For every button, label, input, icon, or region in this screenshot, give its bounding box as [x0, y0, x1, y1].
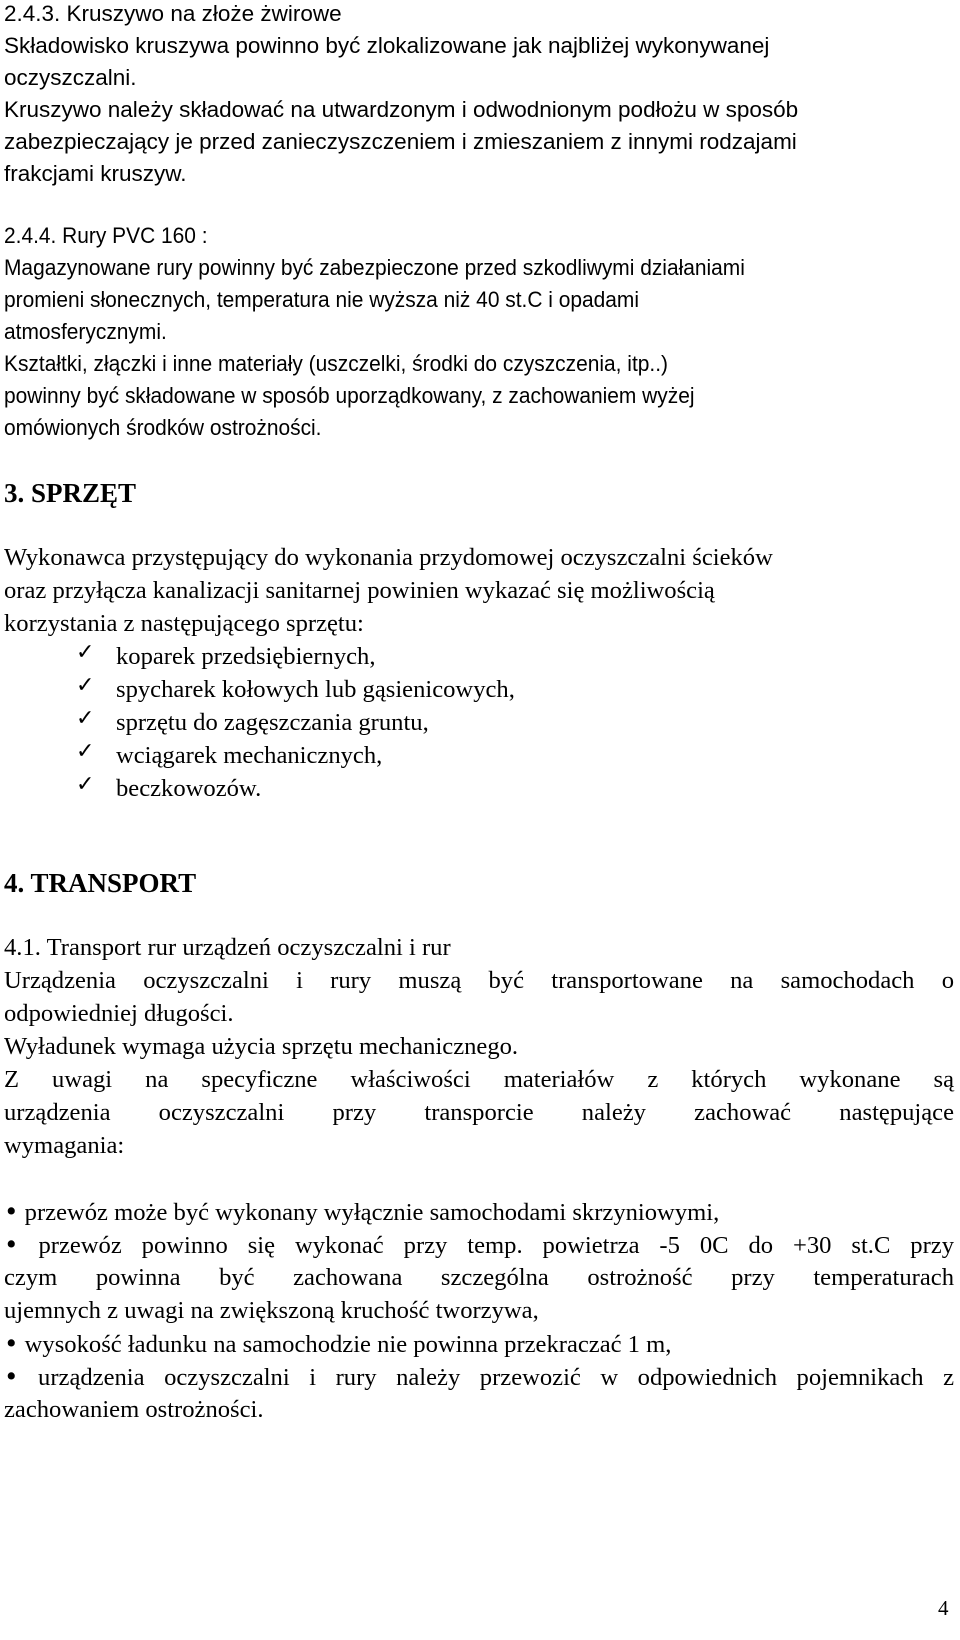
- paragraph-line: Magazynowane rury powinny być zabezpieczone przed szkodliwymi działaniami: [4, 255, 745, 280]
- bullet-text: przewóz powinno się wykonać przy temp. powietrza -5 0C do +30 st.C przy: [38, 1232, 954, 1259]
- paragraph-line: powinny być składowane w sposób uporządkowany, z zachowaniem wyżej: [4, 383, 695, 408]
- paragraph-line: wymagania:: [4, 1132, 125, 1159]
- paragraph-line: Kruszywo należy składować na utwardzonym i odwodnionym podłożu w sposób: [4, 97, 799, 122]
- paragraph-line: Wykonawca przystępujący do wykonania przydomowej oczyszczalni ścieków: [4, 544, 773, 571]
- paragraph-line: zabezpieczający je przed zanieczyszczeniem i zmieszaniem z innymi rodzajami: [4, 129, 797, 154]
- bullet-continuation: ujemnych z uwagi na zwiększoną kruchość tworzywa,: [4, 1297, 539, 1324]
- paragraph-line: Wyładunek wymaga użycia sprzętu mechanicznego.: [4, 1033, 519, 1060]
- paragraph-line: odpowiedniej długości.: [4, 1000, 234, 1027]
- bullet-text: przewóz może być wykonany wyłącznie samochodami skrzyniowymi,: [24, 1199, 720, 1226]
- paragraph-line: Kształtki, złączki i inne materiały (uszczelki, środki do czyszczenia, itp..): [4, 351, 668, 376]
- paragraph-line: Z uwagi na specyficzne właściwości materiałów z których wykonane są: [4, 1066, 954, 1093]
- check-mark-icon: ✓: [76, 772, 95, 797]
- paragraph-line: omówionych środków ostrożności.: [4, 415, 322, 440]
- transport-bullet-item: [4, 1230, 954, 1259]
- bullet-text: wysokość ładunku na samochodzie nie powinna przekraczać 1 m,: [24, 1331, 672, 1358]
- bullet-icon: •: [4, 1230, 19, 1259]
- section-4-1-subheading: 4.1. Transport rur urządzeń oczyszczalni i rur: [4, 934, 451, 961]
- check-mark-icon: ✓: [76, 640, 95, 665]
- bullet-continuation: zachowaniem ostrożności.: [4, 1396, 264, 1423]
- equipment-item-text: spycharek kołowych lub gąsienicowych,: [116, 676, 515, 703]
- paragraph-line: atmosferycznymi.: [4, 319, 167, 344]
- bullet-icon: •: [4, 1197, 19, 1226]
- page-number: 4: [938, 1596, 949, 1620]
- paragraph-line: Składowisko kruszywa powinno być zlokalizowane jak najbliżej wykonywanej: [4, 33, 770, 58]
- paragraph-line: korzystania z następującego sprzętu:: [4, 610, 364, 637]
- section-3-heading: 3. SPRZĘT: [4, 478, 137, 508]
- bullet-continuation: czym powinna być zachowana szczególna ostrożność przy temperaturach: [4, 1264, 954, 1291]
- equipment-item-text: sprzętu do zagęszczania gruntu,: [116, 709, 429, 736]
- bullet-text: urządzenia oczyszczalni i rury należy przewozić w odpowiednich pojemnikach z: [38, 1364, 954, 1391]
- section-2-4-4-heading: 2.4.4. Rury PVC 160 :: [4, 223, 208, 248]
- bullet-icon: •: [4, 1329, 19, 1358]
- transport-bullet-item: [4, 1362, 954, 1391]
- section-2-4-3-heading: 2.4.3. Kruszywo na złoże żwirowe: [4, 1, 342, 26]
- check-mark-icon: ✓: [76, 706, 95, 731]
- equipment-item-text: wciągarek mechanicznych,: [116, 742, 383, 769]
- paragraph-line: Urządzenia oczyszczalni i rury muszą być transportowane na samochodach o: [4, 967, 954, 994]
- transport-bullet-item: [4, 1197, 720, 1226]
- paragraph-line: frakcjami kruszyw.: [4, 161, 187, 186]
- transport-bullet-item: [4, 1329, 672, 1358]
- paragraph-line: oraz przyłącza kanalizacji sanitarnej powinien wykazać się możliwością: [4, 577, 715, 604]
- check-mark-icon: ✓: [76, 673, 95, 698]
- section-4-heading: 4. TRANSPORT: [4, 868, 197, 898]
- check-mark-icon: ✓: [76, 739, 95, 764]
- paragraph-line: oczyszczalni.: [4, 65, 137, 90]
- equipment-item-text: koparek przedsiębiernych,: [116, 643, 376, 670]
- paragraph-line: urządzenia oczyszczalni przy transporcie należy zachować następujące: [4, 1099, 954, 1126]
- bullet-icon: •: [4, 1362, 19, 1391]
- paragraph-line: promieni słonecznych, temperatura nie wyższa niż 40 st.C i opadami: [4, 287, 640, 312]
- equipment-item-text: beczkowozów.: [116, 775, 262, 802]
